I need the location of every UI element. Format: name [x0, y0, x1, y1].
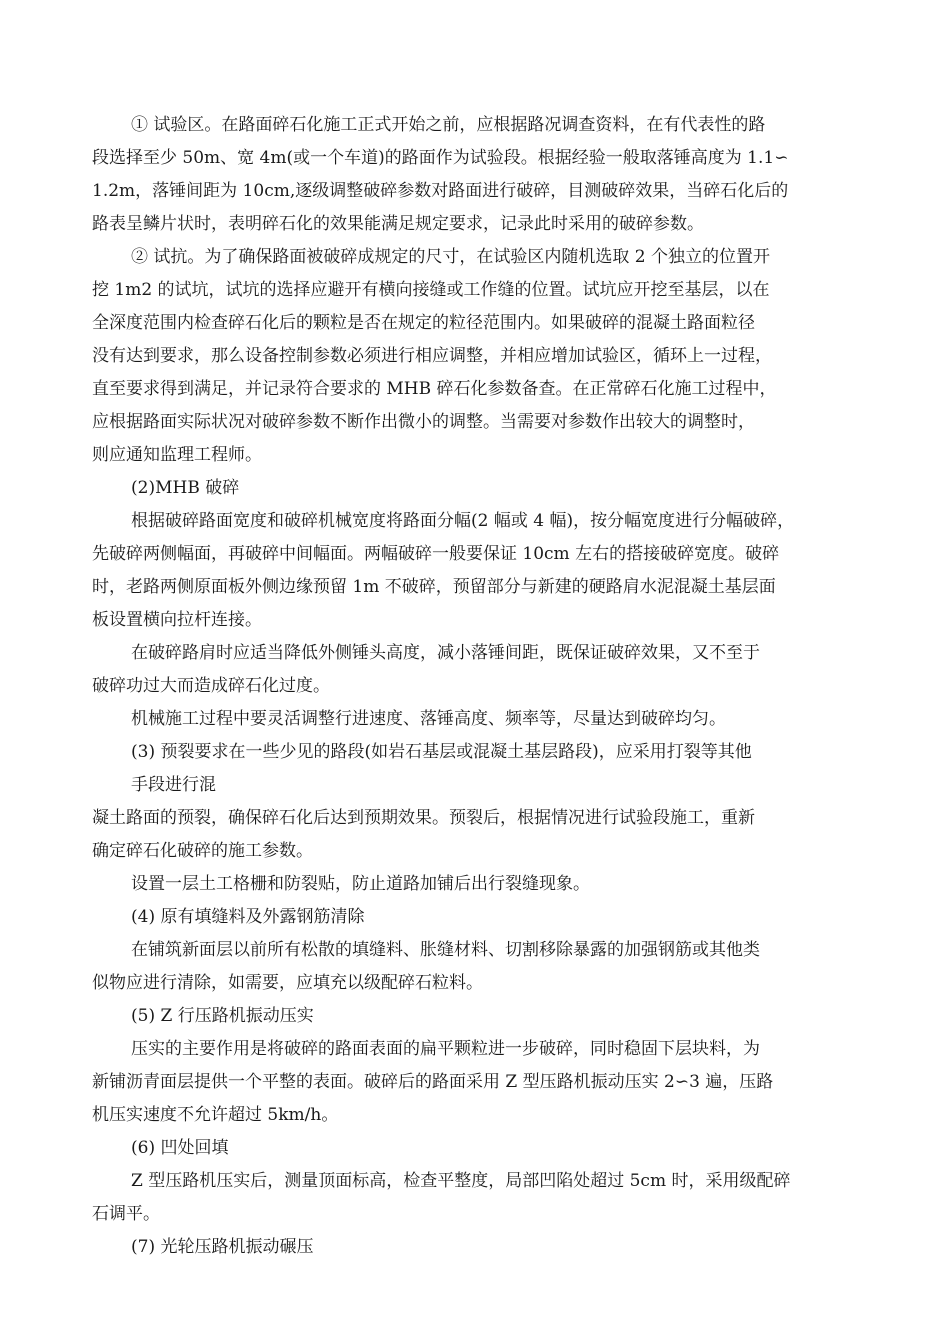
text-line-14: 先破碎两侧幅面，再破碎中间幅面。两幅破碎一般要保证 10cm 左右的搭接破碎宽度。破碎 [92, 544, 780, 564]
text-line-1: ① 试验区。在路面碎石化施工正式开始之前，应根据路况调查资料，在有代表性的路 [131, 115, 766, 135]
text-line-34: 石调平。 [92, 1204, 160, 1224]
text-line-24: 设置一层土工格栅和防裂贴，防止道路加铺后出行裂缝现象。 [131, 874, 590, 894]
text-line-22: 凝土路面的预裂，确保碎石化后达到预期效果。预裂后，根据情况进行试验段施工，重新 [92, 808, 755, 828]
text-line-7: 全深度范围内检查碎石化后的颗粒是否在规定的粒径范围内。如果破碎的混凝土路面粒径 [92, 313, 755, 333]
section-heading-2: (2)MHB 破碎 [131, 478, 240, 498]
text-line-5: ② 试抗。为了确保路面被破碎成规定的尺寸，在试验区内随机选取 2 个独立的位置开 [131, 247, 771, 267]
text-line-29: 压实的主要作用是将破碎的路面表面的扁平颗粒进一步破碎，同时稳固下层块料，为 [131, 1039, 760, 1059]
text-line-30: 新铺沥青面层提供一个平整的表面。破碎后的路面采用 Z 型压路机振动压实 2∽3 遍，压路 [92, 1072, 774, 1092]
text-line-19: 机械施工过程中要灵活调整行进速度、落锤高度、频率等，尽量达到破碎均匀。 [131, 709, 726, 729]
text-line-15: 时，老路两侧原面板外侧边缘预留 1m 不破碎，预留部分与新建的硬路肩水泥混凝土基层面 [92, 577, 776, 597]
text-line-2: 段选择至少 50m、宽 4m(或一个车道)的路面作为试验段。根据经验一般取落锤高度为 1.1∽ [92, 148, 789, 168]
text-line-27: 似物应进行清除，如需要，应填充以级配碎石粒料。 [92, 973, 483, 993]
text-line-17: 在破碎路肩时应适当降低外侧锤头高度，减小落锤间距，既保证破碎效果，又不至于 [131, 643, 760, 663]
text-line-21: 手段进行混 [131, 775, 216, 795]
section-heading-4: (4) 原有填缝料及外露钢筋清除 [131, 907, 365, 927]
text-line-6: 挖 1m2 的试坑，试坑的选择应避开有横向接缝或工作缝的位置。试坑应开挖至基层，以在 [92, 280, 770, 300]
text-line-3: 1.2m，落锤间距为 10cm,逐级调整破碎参数对路面进行破碎，目测破碎效果，当碎石化后的 [92, 181, 789, 201]
text-line-4: 路表呈鳞片状时，表明碎石化的效果能满足规定要求，记录此时采用的破碎参数。 [92, 214, 704, 234]
text-line-31: 机压实速度不允许超过 5km/h。 [92, 1105, 339, 1125]
text-line-16: 板设置横向拉杆连接。 [92, 610, 262, 630]
section-heading-7: (7) 光轮压路机振动碾压 [131, 1237, 314, 1257]
text-line-33: Z 型压路机压实后，测量顶面标高，检查平整度，局部凹陷处超过 5cm 时，采用级配碎 [131, 1171, 791, 1191]
text-line-18: 破碎功过大而造成碎石化过度。 [92, 676, 330, 696]
text-line-9: 直至要求得到满足，并记录符合要求的 MHB 碎石化参数备查。在正常碎石化施工过程中， [92, 379, 777, 399]
section-heading-3: (3) 预裂要求在一些少见的路段(如岩石基层或混凝土基层路段)，应采用打裂等其他 [131, 742, 752, 762]
section-heading-5: (5) Z 行压路机振动压实 [131, 1006, 314, 1026]
text-line-13: 根据破碎路面宽度和破碎机械宽度将路面分幅(2 幅或 4 幅)，按分幅宽度进行分幅破碎， [131, 511, 795, 531]
text-line-8: 没有达到要求，那么设备控制参数必须进行相应调整，并相应增加试验区，循环上一过程， [92, 346, 772, 366]
text-line-23: 确定碎石化破碎的施工参数。 [92, 841, 313, 861]
section-heading-6: (6) 凹处回填 [131, 1138, 229, 1158]
text-line-10: 应根据路面实际状况对破碎参数不断作出微小的调整。当需要对参数作出较大的调整时， [92, 412, 755, 432]
text-line-11: 则应通知监理工程师。 [92, 445, 262, 465]
text-line-26: 在铺筑新面层以前所有松散的填缝料、胀缝材料、切割移除暴露的加强钢筋或其他类 [131, 940, 760, 960]
